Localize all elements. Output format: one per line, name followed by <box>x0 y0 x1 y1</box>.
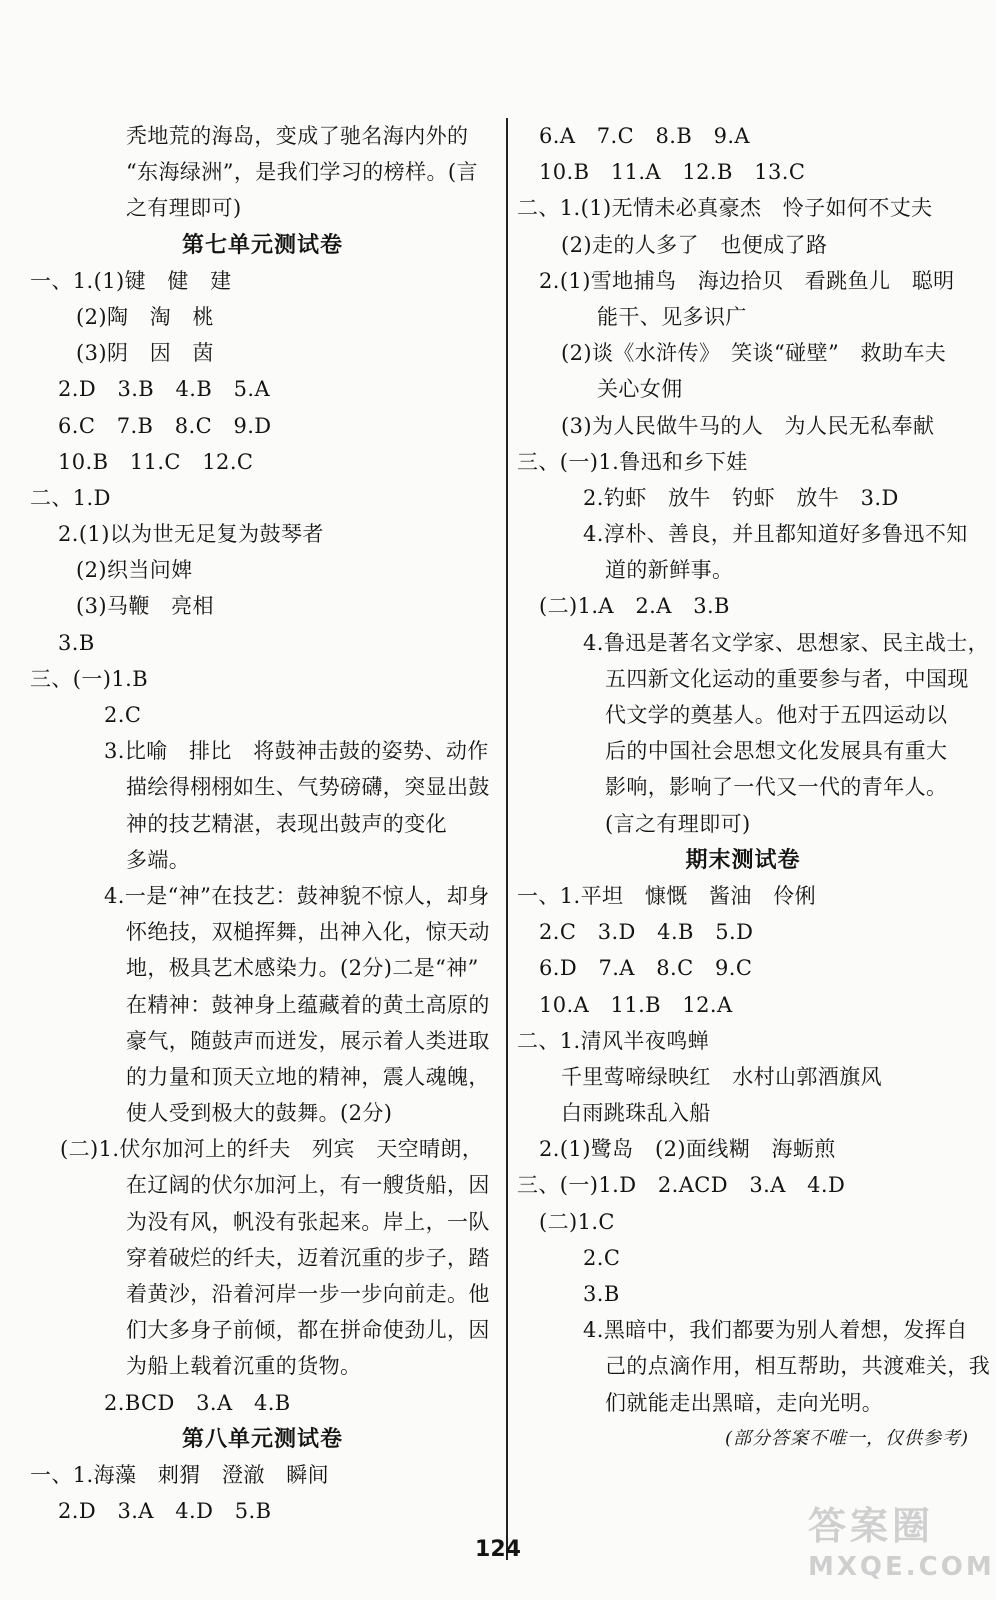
section-heading: 第七单元测试卷 <box>181 231 343 258</box>
answer-line: 一、1.海藻 刺猬 澄澈 瞬间 <box>30 1462 330 1487</box>
answer-line: 三、(一)1.鲁迅和乡下娃 <box>517 449 748 474</box>
answer-line: 多端。 <box>126 847 191 872</box>
answer-line: 10.A 11.B 12.A <box>539 992 733 1017</box>
answer-line: 2.C <box>104 703 142 727</box>
answer-line: 3.比喻 排比 将鼓神击鼓的姿势、动作 <box>104 739 489 764</box>
answer-line: (2)走的人多了 也便成了路 <box>561 232 828 257</box>
answer-line: 神的技艺精湛，表现出鼓声的变化 <box>126 811 447 836</box>
answer-line: 2.(1)鹭岛 (2)面线糊 海蛎煎 <box>539 1137 836 1162</box>
section-heading: 期末测试卷 <box>685 846 801 873</box>
watermark-text-en: MXQE.COM <box>808 1552 995 1582</box>
answer-line: 的力量和顶天立地的精神，震人魂魄， <box>126 1064 490 1089</box>
answer-line: 4.淳朴、善良，并且都知道好多鲁迅不知 <box>583 522 968 547</box>
answer-line: 三、(一)1.B <box>30 666 149 691</box>
answer-line: (3)为人民做牛马的人 为人民无私奉献 <box>561 413 935 438</box>
answer-line: 4.一是“神”在技艺：鼓神貌不惊人，却身 <box>104 883 490 908</box>
answer-line: 2.C <box>583 1245 621 1270</box>
answer-line: 白雨跳珠乱入船 <box>561 1101 711 1126</box>
answer-line: 二、1.(1)无情未必真豪杰 怜子如何不丈夫 <box>517 196 933 221</box>
answer-line: 怀绝技，双槌挥舞，出神入化，惊天动 <box>126 920 490 945</box>
answer-line: 4.鲁迅是著名文学家、思想家、民主战士， <box>583 630 990 655</box>
answer-line: (二)1.A 2.A 3.B <box>539 594 730 619</box>
answer-line: 穿着破烂的纤夫，迈着沉重的步子，踏 <box>126 1245 490 1270</box>
column-divider <box>506 118 508 1560</box>
answer-line: 2.钓虾 放牛 钓虾 放牛 3.D <box>583 485 899 510</box>
answer-line: 地，极具艺术感染力。(2分)二是“神” <box>126 956 479 981</box>
answer-line: 一、1.(1)键 健 建 <box>30 268 232 293</box>
answer-line: 豪气，随鼓声而迸发，展示着人类进取 <box>126 1028 490 1053</box>
answer-line: 描绘得栩栩如生、气势磅礴，突显出鼓 <box>126 775 490 800</box>
answer-line: 2.BCD 3.A 4.B <box>104 1390 291 1415</box>
answer-line: 影响，影响了一代又一代的青年人。 <box>605 775 948 800</box>
answer-line: (二)1.伏尔加河上的纤夫 列宾 天空晴朗， <box>60 1137 484 1162</box>
footnote: (部分答案不唯一，仅供参考) <box>724 1427 969 1449</box>
answer-line: 3.B <box>583 1282 620 1306</box>
answer-line: 10.B 11.C 12.C <box>58 449 254 474</box>
answer-line: 2.D 3.B 4.B 5.A <box>58 377 271 402</box>
answer-line: 着黄沙，沿着河岸一步一步向前走。他 <box>126 1282 490 1306</box>
answer-line: (2)谈《水浒传》 笑谈“碰壁” 救助车夫 <box>561 341 947 366</box>
watermark-text-cn: 答案圈 <box>808 1504 935 1548</box>
answer-line: 们就能走出黑暗，走向光明。 <box>605 1390 884 1415</box>
answer-line: 千里莺啼绿映红 水村山郭酒旗风 <box>561 1064 882 1089</box>
answer-line: 为没有风，帆没有张起来。岸上，一队 <box>126 1209 490 1234</box>
answer-line: 6.D 7.A 8.C 9.C <box>539 956 753 981</box>
answer-line: 在辽阔的伏尔加河上，有一艘货船，因 <box>126 1173 490 1198</box>
answer-line: 2.C 3.D 4.B 5.D <box>539 920 754 945</box>
answer-line: (言之有理即可) <box>605 811 751 836</box>
answer-line: 己的点滴作用，相互帮助，共渡难关，我 <box>605 1354 991 1379</box>
answer-line: 关心女佣 <box>597 377 683 402</box>
answer-line: 道的新鲜事。 <box>605 558 734 583</box>
answer-line: 10.B 11.A 12.B 13.C <box>539 160 806 185</box>
answer-line: (二)1.C <box>539 1209 615 1234</box>
answer-line: 三、(一)1.D 2.ACD 3.A 4.D <box>517 1173 846 1198</box>
answer-line: 之有理即可) <box>126 196 242 221</box>
right-column <box>517 118 991 1457</box>
answer-line: 五四新文化运动的重要参与者，中国现 <box>605 666 969 691</box>
left-column <box>30 118 495 1529</box>
answer-line: 6.A 7.C 8.B 9.A <box>539 124 750 148</box>
answer-line: 2.(1)雪地捕鸟 海边拾贝 看跳鱼儿 聪明 <box>539 268 955 293</box>
answer-line: 4.黑暗中，我们都要为别人着想，发挥自 <box>583 1318 968 1343</box>
answer-line: 6.C 7.B 8.C 9.D <box>58 413 272 438</box>
answer-line: 一、1.平坦 慷慨 酱油 伶俐 <box>517 883 817 908</box>
answer-line: 后的中国社会思想文化发展具有重大 <box>605 739 948 764</box>
answer-line: 代文学的奠基人。他对于五四运动以 <box>605 703 948 727</box>
answer-line: 二、1.D <box>30 485 111 510</box>
answer-line: 能干、见多识广 <box>597 304 747 329</box>
answer-line: (3)马鞭 亮相 <box>76 594 214 619</box>
answer-line: 2.D 3.A 4.D 5.B <box>58 1499 272 1524</box>
answer-line: 2.(1)以为世无足复为鼓琴者 <box>58 522 324 547</box>
answer-line: 们大多身子前倾，都在拼命使劲儿，因 <box>126 1318 490 1343</box>
page-number: 124 <box>475 1537 521 1562</box>
answer-line: 在精神：鼓神身上蕴藏着的黄土高原的 <box>126 992 490 1017</box>
answer-line: 3.B <box>58 630 95 655</box>
watermark-logo <box>808 1502 995 1592</box>
answer-line: 使人受到极大的鼓舞。(2分) <box>126 1101 393 1126</box>
answer-line: (2)陶 淘 桃 <box>76 304 214 329</box>
answer-line: (3)阴 因 茵 <box>76 341 214 366</box>
answer-line: 秃地荒的海岛，变成了驰名海内外的 <box>126 124 469 148</box>
answer-line: “东海绿洲”，是我们学习的榜样。(言 <box>126 160 478 185</box>
answer-line: (2)织当问婢 <box>76 558 193 583</box>
section-heading: 第八单元测试卷 <box>181 1425 343 1452</box>
answer-line: 二、1.清风半夜鸣蝉 <box>517 1028 710 1053</box>
answer-line: 为船上载着沉重的货物。 <box>126 1354 362 1379</box>
